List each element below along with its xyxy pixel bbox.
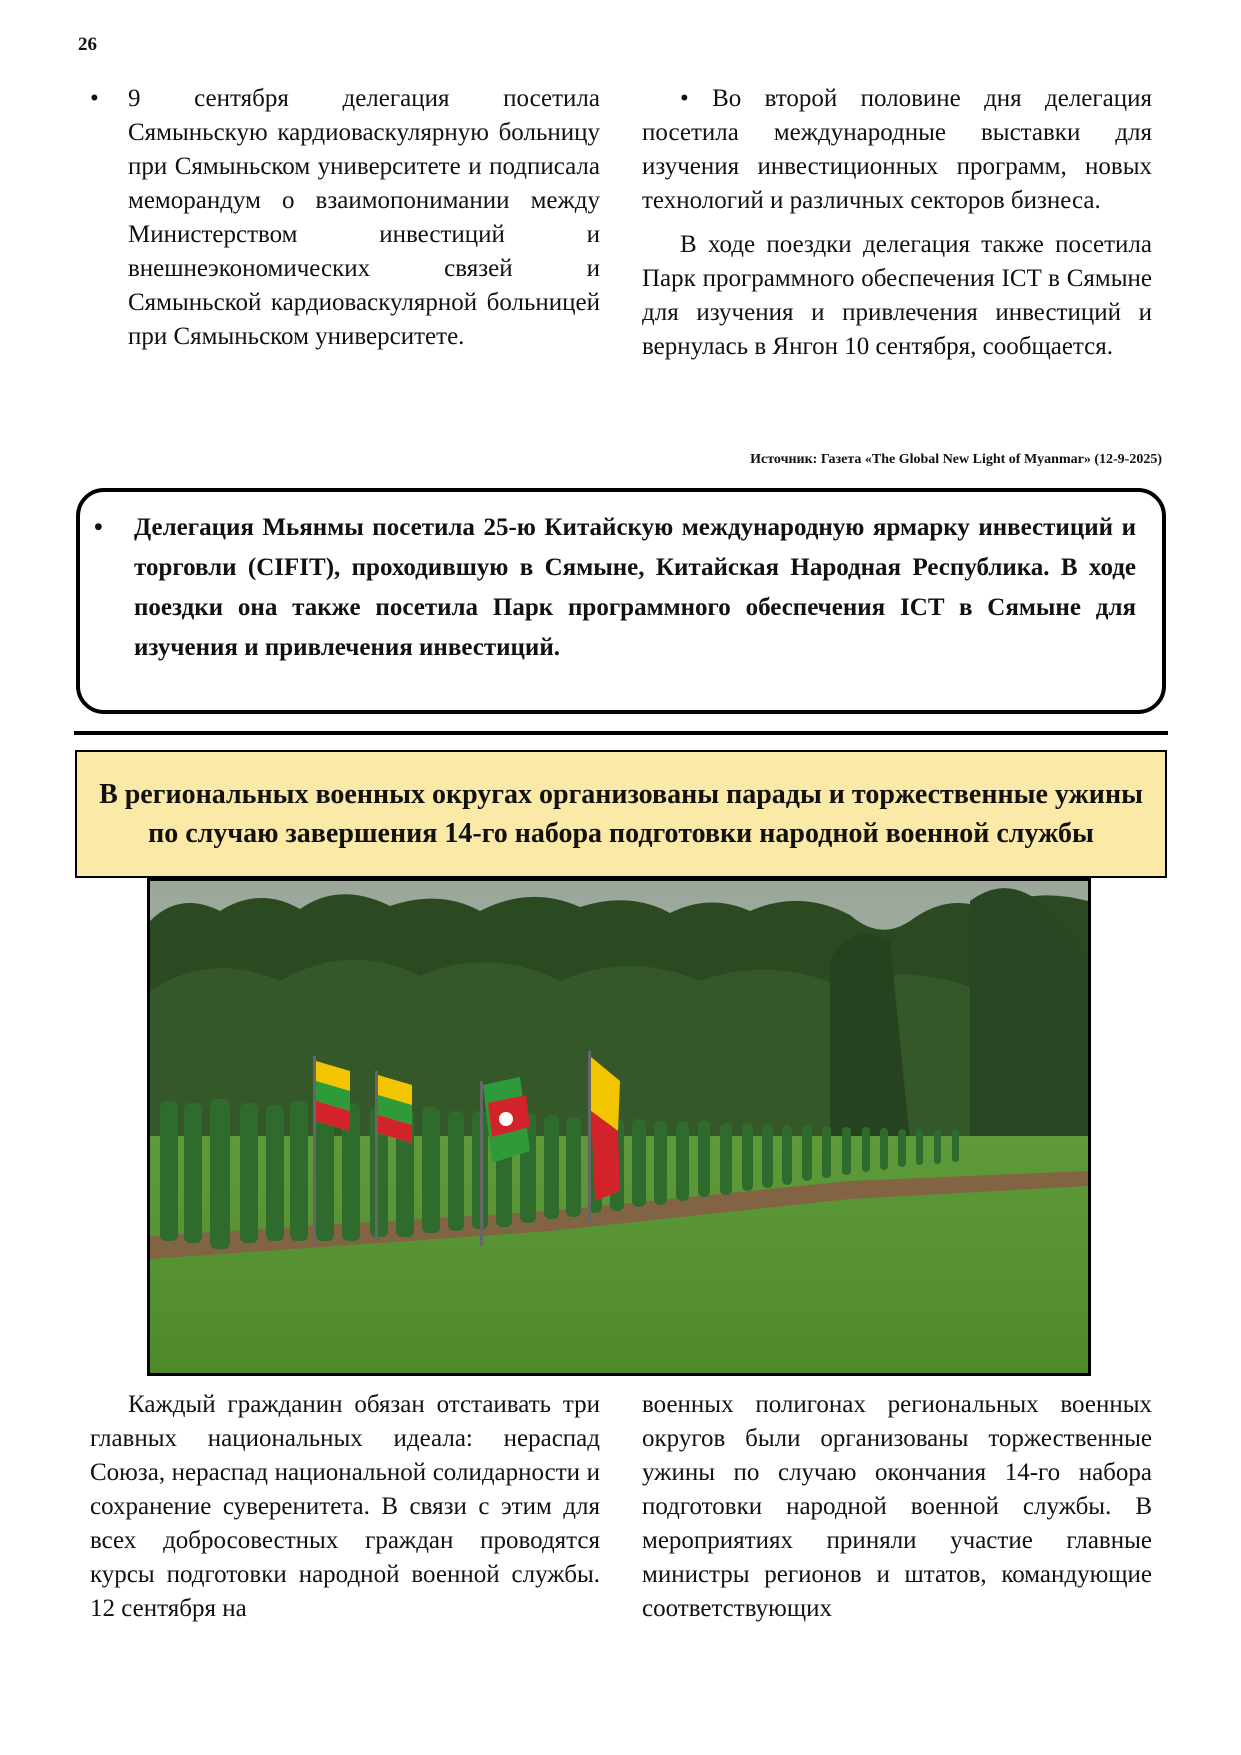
paragraph-ict-park: В ходе поездки делегация также посетила Парк программного обеспечения ICT в Сямыне для изучения и привлечения инвестиций и вернулась в Янгон 10 сентября, сообщается. — [642, 231, 1152, 360]
right-column-bottom — [642, 1388, 1152, 1626]
bullet-icon: • — [90, 85, 99, 112]
page-number: 26 — [78, 34, 97, 55]
source-citation: Источник: Газета «The Global New Light of Myanmar» (12-9-2025) — [750, 452, 1162, 467]
left-column-top — [90, 82, 600, 354]
summary-box — [76, 488, 1166, 714]
bullet-icon: • — [94, 514, 103, 541]
article-paragraph: Каждый гражданин обязан отстаивать три главных национальных идеала: нераспад Союза, нераспад национальной солидарности и сохранение суверенитета. В связи с этим для всех добросовестных граждан проводятся курсы подготовки народной военной службы. 12 сентября на — [90, 1391, 600, 1622]
parade-photo — [147, 878, 1091, 1376]
paragraph-text: 9 сентября делегация посетила Сямыньскую кардиоваскулярную больницу при Сямыньском университете и подписала меморандум о взаимопонимании между Министерством инвестиций и внешнеэкономических связей и Сямыньской кардиоваскулярной больницей при Сямыньском университете. — [128, 85, 600, 350]
bullet-paragraph — [90, 82, 600, 354]
article-headline: В региональных военных округах организованы парады и торжественные ужины по случаю завершения 14-го набора подготовки народной военной службы — [75, 750, 1167, 878]
parade-photo-illustration — [150, 881, 1088, 1373]
section-divider — [74, 731, 1168, 735]
right-column-top — [642, 82, 1152, 364]
left-column-bottom — [90, 1388, 600, 1626]
paragraph-afternoon: • Во второй половине дня делегация посетила международные выставки для изучения инвестиционных программ, новых технологий и различных секторов бизнеса. — [642, 85, 1152, 214]
summary-text-block — [94, 508, 1136, 668]
summary-text: Делегация Мьянмы посетила 25-ю Китайскую международную ярмарку инвестиций и торговли (CIFIT), проходившую в Сямыне, Китайская Народная Республика. В ходе поездки она также посетила Парк программного обеспечения ICT в Сямыне для изучения и привлечения инвестиций. — [134, 514, 1136, 661]
article-paragraph-continued: военных полигонах региональных военных округов были организованы торжественные ужины по случаю окончания 14-го набора подготовки народной военной службы. В мероприятиях приняли участие главные министры регионов и штатов, командующие соответствующих — [642, 1391, 1152, 1622]
